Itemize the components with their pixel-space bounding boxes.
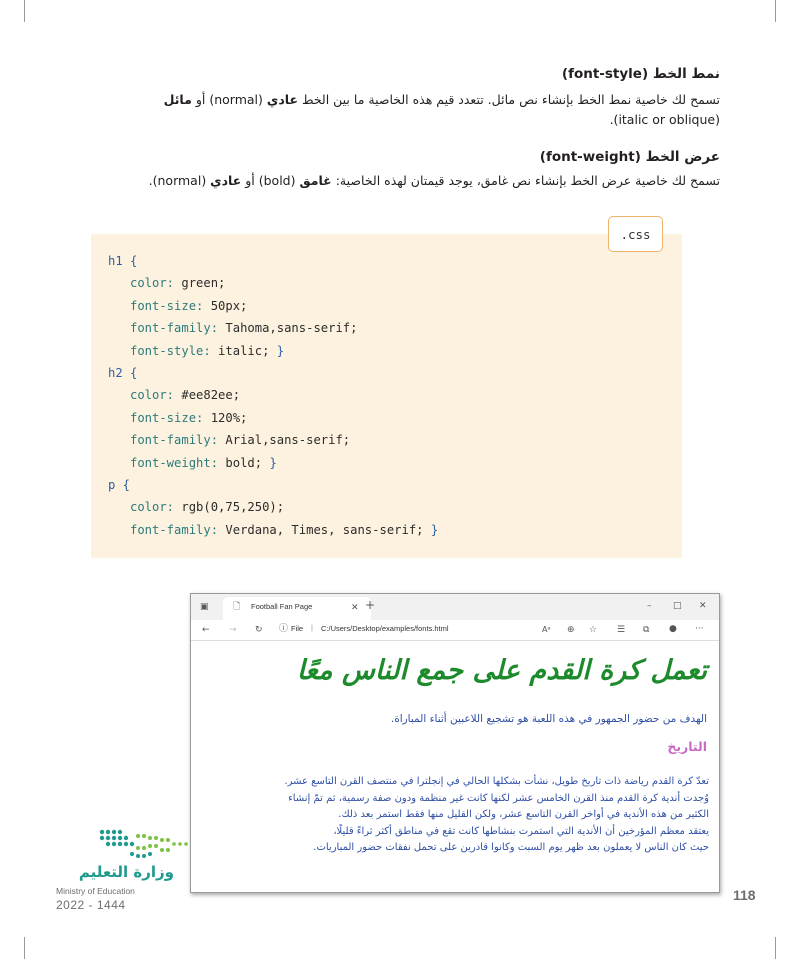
back-icon[interactable]: ←	[202, 625, 210, 635]
crop-mark	[24, 937, 25, 959]
close-window-icon[interactable]: ✕	[699, 601, 707, 611]
section-title: عرض الخط (font-weight)	[539, 149, 720, 165]
code-value: #ee82ee;	[174, 388, 241, 403]
code-line	[130, 295, 247, 317]
zoom-icon[interactable]: ⊕	[567, 625, 575, 635]
crop-mark	[775, 937, 776, 959]
code-line	[130, 384, 240, 406]
address-bar	[191, 620, 719, 641]
page-content	[191, 641, 719, 892]
code-value: bold;	[218, 455, 270, 470]
code-line	[130, 519, 438, 541]
tab-title: Football Fan Page	[251, 602, 313, 611]
logo-dots-icon	[98, 826, 190, 862]
code-value: Verdana, Times, sans-serif;	[218, 522, 431, 537]
paragraph-line: تعدّ كرة القدم رياضة ذات تاريخ طويل، نشأت بشكلها الحالي في إنجلترا في منتصف القرن التاسع عشر.	[284, 776, 709, 787]
ministry-logo	[56, 826, 191, 916]
code-value: 120%;	[203, 410, 248, 425]
tab-bar	[191, 594, 719, 620]
paragraph-line: حيث كان الناس لا يعملون بعد ظهر يوم السبت وكانوا قادرين على تحمل نفقات حضور المباريات.	[313, 842, 709, 853]
refresh-icon[interactable]: ↻	[255, 625, 263, 635]
code-line	[130, 407, 247, 429]
browser-tab[interactable]	[223, 597, 371, 620]
url-field[interactable]	[279, 622, 604, 637]
code-line	[130, 429, 350, 451]
url-text: C:/Users/Desktop/examples/fonts.html	[321, 624, 449, 633]
code-line	[130, 317, 357, 339]
page-number: 118	[733, 887, 756, 903]
section-body: تسمح لك خاصية عرض الخط بإنشاء نص غامق، يوجد قيمتان لهذه الخاصية: غامق (bold) أو عادي (normal).	[148, 173, 720, 188]
logo-english-text: Ministry of Education	[56, 886, 135, 896]
section-font-weight	[100, 147, 720, 191]
code-close-brace: }	[430, 522, 439, 537]
code-line	[130, 496, 284, 518]
maximize-icon[interactable]: □	[673, 601, 682, 611]
collections-icon[interactable]: ⧉	[643, 625, 650, 635]
paragraph-line: وُجدت أندية كرة القدم منذ القرن الخامس عشر لكنها كانت غير منظمة ودون صفة رسمية، ثم تمّ إنشاء	[288, 792, 709, 804]
code-property: font-weight:	[130, 455, 219, 470]
code-property: font-size:	[130, 410, 204, 425]
more-icon[interactable]: ···	[695, 624, 704, 634]
code-value: green;	[174, 276, 226, 291]
code-line	[108, 250, 137, 272]
css-file-tab: .css	[608, 216, 663, 252]
section-title: نمط الخط (font-style)	[561, 66, 720, 82]
code-selector: h2 {	[108, 366, 138, 380]
page-subheading: التاريخ	[667, 739, 707, 754]
logo-year: 2022 - 1444	[56, 898, 126, 912]
section-font-style	[100, 64, 720, 130]
crop-mark	[24, 0, 25, 22]
code-property: font-family:	[130, 321, 219, 336]
favorites-icon[interactable]: ☰	[617, 625, 626, 635]
code-line	[108, 474, 130, 496]
code-line	[130, 340, 284, 362]
file-label: File	[291, 624, 304, 633]
page-heading: تعمل كرة القدم على جمع الناس معًا	[296, 655, 707, 686]
code-selector: p {	[108, 478, 131, 492]
code-selector: h1 {	[108, 254, 138, 268]
code-property: font-size:	[130, 298, 204, 313]
tab-actions-icon[interactable]: ▣	[200, 602, 209, 612]
code-value: Tahoma,sans-serif;	[218, 321, 358, 336]
page-icon: 🗋	[233, 602, 241, 612]
code-property: font-family:	[130, 522, 219, 537]
section-body: تسمح لك خاصية نمط الخط بإنشاء نص مائل. تتعدد قيم هذه الخاصية ما بين الخط عادي (normal) أو مائل (italic or oblique).	[163, 92, 720, 127]
url-separator: |	[311, 623, 313, 632]
crop-mark	[775, 0, 776, 22]
read-aloud-icon[interactable]: Aᵃ	[542, 625, 551, 634]
code-property: color:	[130, 388, 175, 403]
code-line	[130, 272, 225, 294]
logo-arabic-text: وزارة التعليم	[78, 863, 174, 881]
code-property: font-family:	[130, 433, 219, 448]
history-paragraph	[209, 774, 709, 857]
code-value: Arial,sans-serif;	[218, 433, 351, 448]
profile-icon[interactable]: ●	[669, 624, 677, 634]
close-tab-icon[interactable]: ✕	[351, 603, 359, 613]
code-value: 50px;	[203, 298, 248, 313]
browser-window	[190, 593, 720, 893]
page-paragraph: الهدف من حضور الجمهور في هذه اللعبة هو تشجيع اللاعبين أثناء المباراة.	[390, 713, 707, 725]
forward-icon[interactable]: →	[229, 625, 237, 635]
code-value: rgb(0,75,250);	[174, 500, 285, 515]
code-property: color:	[130, 500, 175, 515]
code-line	[108, 362, 137, 384]
code-close-brace: }	[269, 455, 277, 470]
paragraph-line: يعتقد معظم المؤرخين أن الأندية التي استمرت بنشاطها كانت تقع في مناطق أكثر ثراءً قليلًا،	[333, 825, 709, 837]
paragraph-line: الكثير من هذه الأندية في أواخر القرن التاسع عشر، ولكن القليل منها فقط استمر بعد ذلك.	[338, 809, 709, 820]
code-value: italic;	[210, 343, 277, 358]
favorite-add-icon[interactable]: ☆	[589, 625, 598, 635]
minimize-icon[interactable]: –	[647, 601, 652, 611]
new-tab-icon[interactable]: +	[365, 598, 376, 612]
info-icon: ⓘ	[279, 624, 289, 634]
code-line	[130, 452, 277, 474]
code-close-brace: }	[276, 343, 285, 358]
code-property: font-style:	[130, 343, 211, 358]
code-property: color:	[130, 276, 175, 291]
